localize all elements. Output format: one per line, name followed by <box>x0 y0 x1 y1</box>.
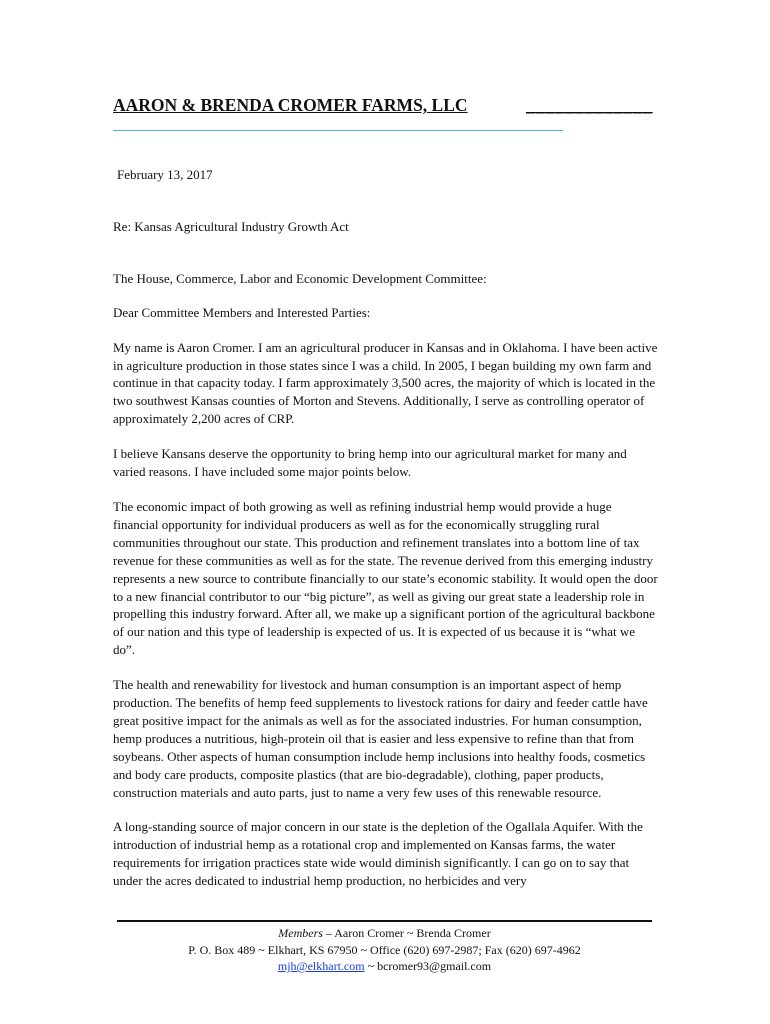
footer-members-label: Members <box>278 926 323 940</box>
letterhead-divider <box>113 130 563 131</box>
email-link-primary[interactable]: mjh@elkhart.com <box>277 959 365 973</box>
footer-members <box>117 925 652 942</box>
footer-members-names: – Aaron Cromer ~ Brenda Cromer <box>322 926 491 940</box>
email-separator: ~ <box>364 959 378 973</box>
addressee-committee: The House, Commerce, Labor and Economic Development Committee: <box>113 270 487 286</box>
company-name: AARON & BRENDA CROMER FARMS, LLC <box>113 95 468 115</box>
paragraph-economic-impact: The economic impact of both growing as well as refining industrial hemp would provide a huge financial opportunity for individual producers as well as for the economically struggling rural communities throughout our state. This production and refinement translates into a bottom line of tax revenue for these communities as well as for the state. The revenue derived from this emerging industry represents a new source to contribute financially to our state’s economic stability. It would open the door to a new financial contributor to our “big picture”, as well as giving our great state a leadership role in propelling this industry forward. After all, we make up a significant portion of the agricultural backbone of our nation and this type of leadership is expected of us. It is expected of us because it is “what we do”. <box>113 498 658 658</box>
footer-divider <box>117 920 652 922</box>
letter-footer <box>117 925 652 975</box>
footer-emails <box>117 958 652 975</box>
paragraph-opportunity: I believe Kansans deserve the opportunity to bring hemp into our agricultural market for many and varied reasons. I have included some major points below. <box>113 446 627 480</box>
footer-address: P. O. Box 489 ~ Elkhart, KS 67950 ~ Office (620) 697-2987; Fax (620) 697-4962 <box>188 942 581 957</box>
paragraph-introduction: My name is Aaron Cromer. I am an agricultural producer in Kansas and in Oklahoma. I have been active in agriculture production in those states since I was a child. In 2005, I began building my own farm and continue in that capacity today. I farm approximately 3,500 acres, the majority of which is located in the two southwest Kansas counties of Morton and Stevens. Additionally, I serve as controlling operator of approximately 2,200 acres of CRP. <box>113 339 658 427</box>
paragraph-ogallala-aquifer: A long-standing source of major concern in our state is the depletion of the Ogallala Aquifer. With the introduction of industrial hemp as a rotational crop and implemented on Kansas farms, the water requirements for irrigation practices state wide would diminish significantly. I can go on to say that under the acres dedicated to industrial hemp production, no herbicides and very <box>113 819 643 889</box>
letter-date: February 13, 2017 <box>117 167 213 182</box>
salutation: Dear Committee Members and Interested Parties: <box>113 304 371 320</box>
re-line: Re: Kansas Agricultural Industry Growth Act <box>113 218 349 234</box>
letterhead <box>113 95 653 116</box>
email-secondary: bcromer93@gmail.com <box>377 959 492 973</box>
paragraph-health-renewability: The health and renewability for livestock and human consumption is an important aspect of hemp production. The benefits of hemp feed supplements to livestock rations for dairy and feeder cattle have great positive impact for the animals as well as for the associated industries. For human consumption, hemp produces a nutritious, high-protein oil that is easier and less expensive to refine than that from soybeans. Other aspects of human consumption include hemp inclusions into healthy foods, cosmetics and body care products, composite plastics (that are bio-degradable), clothing, paper products, construction materials and auto parts, just to name a very few uses of this renewable resource. <box>113 677 648 800</box>
letter-body <box>113 166 658 907</box>
letterhead-blank-line: _____________ <box>526 95 653 115</box>
